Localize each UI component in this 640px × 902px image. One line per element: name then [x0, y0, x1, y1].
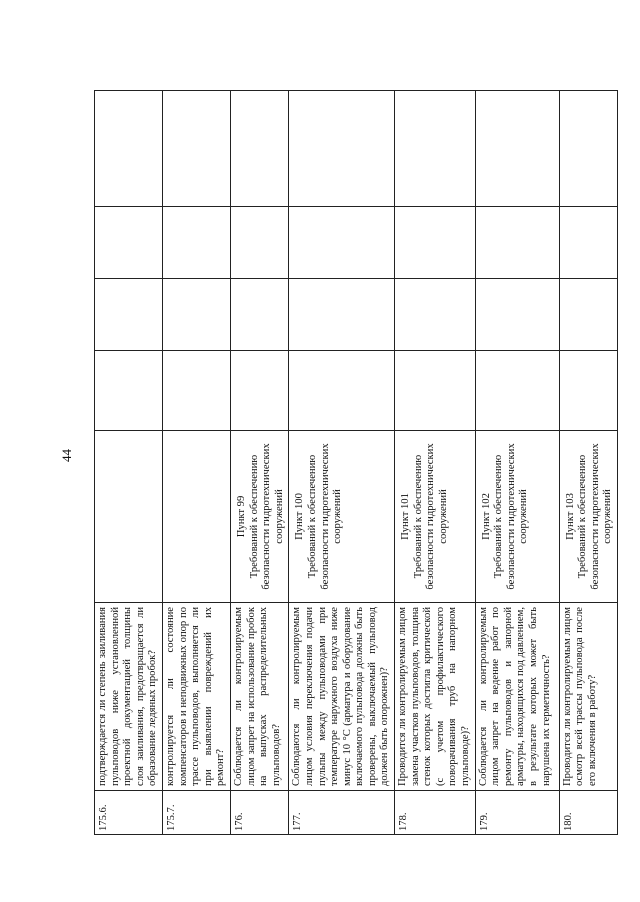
page-number: 44 — [58, 448, 74, 462]
reference-point: Пункт 101 — [400, 493, 412, 540]
answer-no-cell — [395, 279, 476, 351]
reference-document: Требований к обеспечению безопасности гидротехнических сооружений — [412, 443, 449, 590]
checklist-page — [94, 91, 614, 835]
answer-yes-cell — [289, 351, 395, 431]
table-row — [395, 91, 476, 835]
question-text: подтверждается ли степень заиливания пульповодов ниже установленной проектной документацией толщины слоя заиливания, предотвращается ли образование ледяных пробок? — [95, 603, 163, 791]
note-cell — [289, 91, 395, 207]
reference-cell — [95, 431, 163, 603]
note-cell — [559, 91, 617, 207]
note-cell — [162, 91, 230, 207]
answer-no-cell — [162, 279, 230, 351]
row-number: 175.7. — [162, 791, 230, 835]
row-number: 176. — [230, 791, 288, 835]
reference-cell — [289, 431, 395, 603]
reference-point: Пункт 99 — [235, 495, 247, 538]
reference-cell — [395, 431, 476, 603]
note-cell — [230, 91, 288, 207]
answer-na-cell — [95, 207, 163, 279]
checklist-table — [94, 90, 618, 835]
answer-na-cell — [162, 207, 230, 279]
reference-point: Пункт 103 — [564, 493, 576, 540]
question-text: Проводится ли контролируемым лицом замена участков пульповодов, толщина стенок которых достигла критической (с учетом профилактического поворачивания труб на напорном пульповоде)? — [395, 603, 476, 791]
row-number: 180. — [559, 791, 617, 835]
table-row — [559, 91, 617, 835]
question-text: Проводится ли контролируемым лицом осмотр всей трассы пульповода после его включения в работу? — [559, 603, 617, 791]
row-number: 177. — [289, 791, 395, 835]
answer-no-cell — [95, 279, 163, 351]
table-row — [95, 91, 163, 835]
note-cell — [395, 91, 476, 207]
table-row — [475, 91, 559, 835]
row-number: 179. — [475, 791, 559, 835]
answer-yes-cell — [162, 351, 230, 431]
answer-na-cell — [230, 207, 288, 279]
answer-yes-cell — [230, 351, 288, 431]
row-number: 178. — [395, 791, 476, 835]
question-text: Соблюдаются ли контролируемым лицом условия переключения подачи пульпы между пульповодами при температуре наружного воздуха ниже минус 10 °С (арматура и оборудование включаемого пульповода должны быть проверены, выключаемый пульповод должен быть опорожнен)? — [289, 603, 395, 791]
answer-no-cell — [230, 279, 288, 351]
answer-na-cell — [475, 207, 559, 279]
answer-yes-cell — [95, 351, 163, 431]
note-cell — [475, 91, 559, 207]
answer-yes-cell — [475, 351, 559, 431]
answer-na-cell — [289, 207, 395, 279]
note-cell — [95, 91, 163, 207]
table-row — [289, 91, 395, 835]
table-row — [230, 91, 288, 835]
reference-cell — [475, 431, 559, 603]
reference-point: Пункт 102 — [480, 493, 492, 540]
question-text: Соблюдается ли контролируемым лицом запрет на ведение работ по ремонту пульповодов и запорной арматуры, находящихся под давлением, в результате которых может быть нарушена их герметичность? — [475, 603, 559, 791]
question-text: контролируется ли состояние компенсаторов и неподвижных опор по трассе пульповодов, выполняется ли при выявлении повреждений их ремонт? — [162, 603, 230, 791]
answer-no-cell — [559, 279, 617, 351]
answer-no-cell — [289, 279, 395, 351]
reference-cell — [162, 431, 230, 603]
reference-cell — [559, 431, 617, 603]
answer-na-cell — [395, 207, 476, 279]
answer-yes-cell — [395, 351, 476, 431]
answer-no-cell — [475, 279, 559, 351]
reference-document: Требований к обеспечению безопасности гидротехнических сооружений — [306, 443, 344, 590]
answer-na-cell — [559, 207, 617, 279]
answer-yes-cell — [559, 351, 617, 431]
reference-document: Требований к обеспечению безопасности гидротехнических сооружений — [577, 443, 614, 590]
reference-point: Пункт 100 — [294, 493, 306, 540]
reference-cell — [230, 431, 288, 603]
row-number: 175.6. — [95, 791, 163, 835]
reference-document: Требований к обеспечению безопасности гидротехнических сооружений — [493, 443, 530, 590]
question-text: Соблюдается ли контролируемым лицом запрет на использование пробок на выпусках распределительных пульповодов? — [230, 603, 288, 791]
table-row — [162, 91, 230, 835]
reference-document: Требований к обеспечению безопасности гидротехнических сооружений — [248, 443, 285, 590]
